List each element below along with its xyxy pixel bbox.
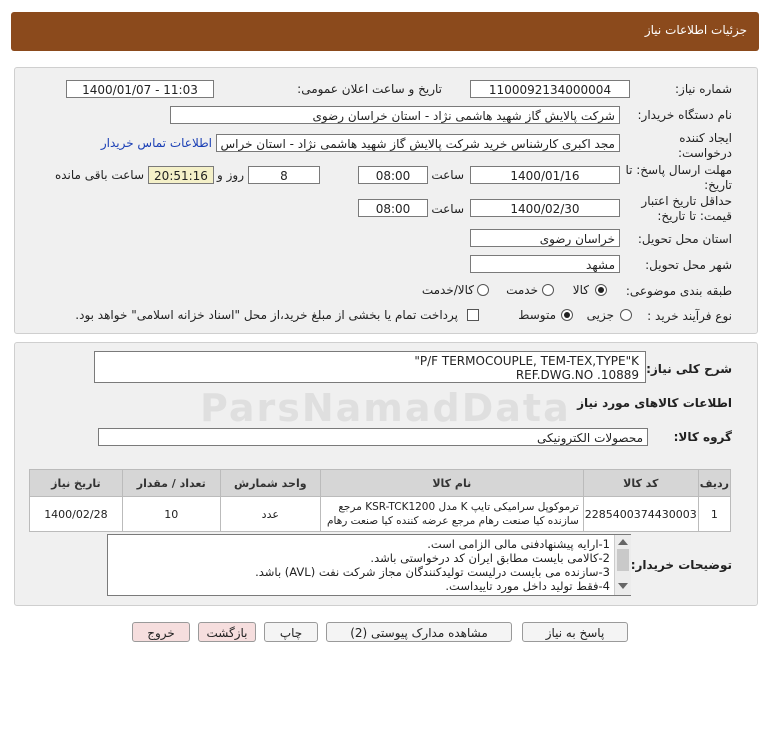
days-label: روز و <box>217 168 244 182</box>
group-label: گروه کالا: <box>673 430 732 444</box>
col-code: کد کالا <box>583 470 698 497</box>
back-button[interactable]: بازگشت <box>198 622 256 642</box>
print-button[interactable]: چاپ <box>264 622 318 642</box>
description-field <box>94 351 646 383</box>
buyer-field: شرکت پالایش گاز شهید هاشمی نژاد - استان خراسان رضوی <box>170 106 620 124</box>
col-unit: واحد شمارش <box>220 470 320 497</box>
creator-field: مجد اکبری کارشناس خرید شرکت پالایش گاز شهید هاشمی نژاد - استان خراس <box>216 134 620 152</box>
province-label: استان محل تحویل: <box>637 232 732 246</box>
treasury-payment-note: پرداخت تمام یا بخشی از مبلغ خرید،از محل "اسناد خزانه اسلامی" خواهد بود. <box>75 308 458 322</box>
process-radio-minor[interactable] <box>620 309 632 321</box>
cell-unit: عدد <box>220 497 320 532</box>
items-section-title: اطلاعات کالاهای مورد نیاز <box>577 396 732 410</box>
cell-code: 2285400374430003 <box>583 497 698 532</box>
notes-label: توضیحات خریدار: <box>630 558 732 572</box>
col-qty: تعداد / مقدار <box>122 470 220 497</box>
category-option-goods-service: کالا/خدمت <box>421 283 474 297</box>
description-label: شرح کلی نیاز: <box>646 362 732 376</box>
category-radio-service[interactable] <box>542 284 554 296</box>
need-number-field: 1100092134000004 <box>470 80 630 98</box>
validity-time-field: 08:00 <box>358 199 428 217</box>
scroll-down-icon[interactable] <box>618 583 628 589</box>
exit-button[interactable]: خروج <box>132 622 190 642</box>
col-row: ردیف <box>698 470 730 497</box>
remaining-time-field: 20:51:16 <box>148 166 214 184</box>
category-radio-goods[interactable] <box>595 284 607 296</box>
validity-label: حداقل تاریخ اعتبار قیمت: تا تاریخ: <box>641 194 732 223</box>
page-header <box>11 12 759 51</box>
cell-date: 1400/02/28 <box>30 497 123 532</box>
validity-time-label: ساعت <box>431 202 464 216</box>
scroll-up-icon[interactable] <box>618 539 628 545</box>
notes-line-3: 3-سازنده می بایست درلیست تولیدکنندگان مجاز شرکت نفت (AVL) باشد. <box>255 565 610 579</box>
province-field: خراسان رضوی <box>470 229 620 247</box>
deadline-time-label: ساعت <box>431 168 464 182</box>
announce-field: 1400/01/07 - 11:03 <box>66 80 214 98</box>
cell-name-line-1: ترموکوپل سرامیکی تایپ K مدل KSR-TCK1200 مرجع <box>338 501 579 513</box>
city-field: مشهد <box>470 255 620 273</box>
scroll-thumb[interactable] <box>617 549 629 571</box>
reply-button[interactable]: پاسخ به نیاز <box>522 622 628 642</box>
description-line-2: REF.DWG.NO .10889 <box>515 368 639 382</box>
category-label: طبقه بندی موضوعی: <box>625 284 732 298</box>
notes-box[interactable] <box>107 534 631 596</box>
category-radio-goods-service[interactable] <box>477 284 489 296</box>
process-radio-medium[interactable] <box>561 309 573 321</box>
deadline-date-field: 1400/01/16 <box>470 166 620 184</box>
cell-qty: 10 <box>122 497 220 532</box>
city-label: شهر محل تحویل: <box>645 258 732 272</box>
buyer-label: نام دستگاه خریدار: <box>637 108 732 122</box>
group-field: محصولات الکترونیکی <box>98 428 648 446</box>
process-option-minor: جزیی <box>586 308 614 322</box>
category-option-goods: کالا <box>572 283 589 297</box>
col-name: نام کالا <box>320 470 583 497</box>
description-line-1: "P/F TERMOCOUPLE, TEM-TEX,TYPE"K <box>414 354 639 368</box>
notes-line-4: 4-فقط تولید داخل مورد تاییداست. <box>445 579 610 593</box>
table-header-row <box>30 470 731 497</box>
buyer-contact-link[interactable]: اطلاعات تماس خریدار <box>100 136 212 150</box>
deadline-time-field: 08:00 <box>358 166 428 184</box>
cell-row: 1 <box>698 497 730 532</box>
days-field: 8 <box>248 166 320 184</box>
notes-line-1: 1-ارایه پیشنهادفنی مالی الزامی است. <box>427 537 610 551</box>
notes-scrollbar[interactable] <box>614 535 631 595</box>
validity-date-field: 1400/02/30 <box>470 199 620 217</box>
remaining-label: ساعت باقی مانده <box>54 168 144 182</box>
creator-label: ایجاد کننده درخواست: <box>678 131 732 160</box>
treasury-payment-checkbox[interactable] <box>467 309 479 321</box>
page-title: جزئیات اطلاعات نیاز <box>644 23 747 37</box>
attachments-button[interactable]: مشاهده مدارک پیوستی (2) <box>326 622 512 642</box>
category-option-service: خدمت <box>506 283 538 297</box>
cell-name <box>320 497 583 532</box>
notes-line-2: 2-کالامی بایست مطابق ایران کد درخواستی باشد. <box>370 551 610 565</box>
process-label: نوع فرآیند خرید : <box>647 309 732 323</box>
need-number-label: شماره نیاز: <box>675 82 732 96</box>
cell-name-line-2: سازنده کیا صنعت رهام مرجع عرضه کننده کیا صنعت رهام <box>327 515 579 527</box>
process-option-medium: متوسط <box>518 308 556 322</box>
col-date: تاریخ نیاز <box>30 470 123 497</box>
deadline-label: مهلت ارسال پاسخ: تا تاریخ: <box>625 163 732 192</box>
announce-label: تاریخ و ساعت اعلان عمومی: <box>297 82 442 96</box>
items-table <box>29 469 731 532</box>
table-row[interactable] <box>30 497 731 532</box>
